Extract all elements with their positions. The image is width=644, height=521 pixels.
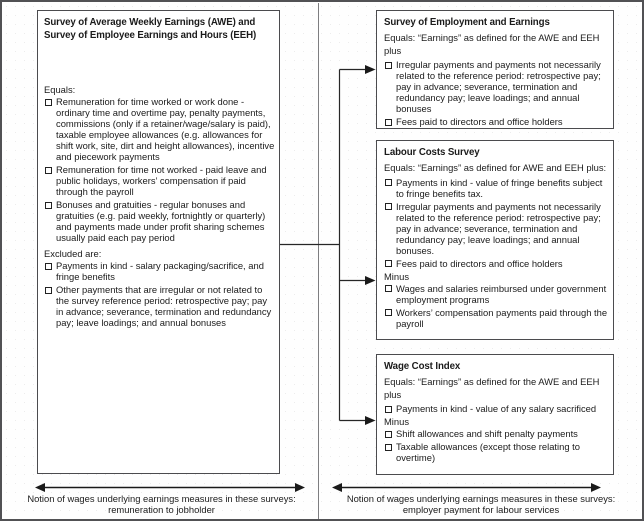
labour-box-title: Labour Costs Survey	[384, 147, 480, 158]
minus-label: Minus	[384, 270, 410, 282]
list-item-text: Irregular payments and payments not necessarily related to the reference period: retrospective pay; pay in advance; severance, termination and redundancy pay; leave loadings; and annual bonuses.	[396, 200, 601, 256]
awe-eeh-title-line2: Survey of Employee Earnings and Hours (EEH)	[44, 30, 257, 41]
list-item	[384, 258, 608, 269]
list-item	[44, 164, 275, 197]
left-arrow-east-icon	[295, 483, 305, 492]
employment-box-title: Survey of Employment and Earnings	[384, 17, 550, 28]
caption-right-line1: Notion of wages underlying earnings measures in these surveys:	[346, 493, 616, 504]
wage-box-intro: Equals: “Earnings” as defined for the AWE and EEH plus	[384, 376, 600, 400]
labour-costs-survey-box	[376, 140, 614, 340]
list-item	[384, 201, 608, 256]
square-bullet-icon	[385, 431, 392, 438]
square-bullet-icon	[385, 285, 392, 292]
list-item-text: Shift allowances and shift penalty payments	[396, 428, 578, 439]
list-item	[384, 428, 608, 439]
list-item-text: Fees paid to directors and office holders	[396, 257, 563, 269]
list-item-text: Payments in kind - salary packaging/sacrifice, and fringe benefits	[56, 260, 264, 282]
wage-cost-index-box	[376, 354, 614, 475]
list-item-text: Taxable allowances (except those relating to overtime)	[396, 441, 580, 463]
list-item	[384, 116, 608, 127]
arrowhead-icons	[365, 65, 376, 425]
square-bullet-icon	[385, 203, 392, 210]
list-item	[384, 307, 608, 329]
list-item-text: Irregular payments and payments not necessarily related to the reference period: retrospective pay; pay in advance; severance, termination and redundancy pay; leave loadings; and annual bonuses	[396, 59, 601, 114]
square-bullet-icon	[45, 167, 52, 174]
left-arrow-west-icon	[35, 483, 45, 492]
list-item	[44, 199, 275, 243]
list-item-text: Wages and salaries reimbursed under government employment programs	[396, 282, 607, 305]
square-bullet-icon	[385, 406, 392, 413]
caption-right	[320, 494, 642, 516]
square-bullet-icon	[385, 119, 392, 126]
square-bullet-icon	[45, 99, 52, 106]
list-item	[384, 283, 608, 305]
square-bullet-icon	[45, 263, 52, 270]
labour-box-intro: Equals: “Earnings” as defined for AWE and EEH plus:	[384, 162, 607, 173]
right-arrow-east-icon	[591, 483, 601, 492]
square-bullet-icon	[385, 260, 392, 267]
awe-eeh-box-title	[44, 16, 275, 42]
square-bullet-icon	[385, 309, 392, 316]
list-item-text: Other payments that are irregular or not related to the survey reference period: retrospective pay; pay in advance; severance, termination and redundancy pay; leave loadings; and annual bonuses	[56, 284, 272, 328]
caption-left	[6, 494, 317, 516]
wage-box-title: Wage Cost Index	[384, 361, 461, 372]
list-item	[44, 284, 275, 328]
list-item-text: Workers’ compensation payments paid through the payroll	[396, 306, 608, 329]
awe-eeh-title-line1: Survey of Average Weekly Earnings (AWE) and	[44, 17, 256, 28]
arrowhead-top-icon	[365, 65, 376, 74]
list-item	[384, 59, 608, 114]
square-bullet-icon	[385, 179, 392, 186]
equals-label: Equals:	[44, 84, 76, 95]
arrowhead-middle-icon	[365, 276, 376, 285]
list-item-text: Payments in kind - value of fringe benefits subject to fringe benefits tax.	[396, 176, 603, 199]
list-item-text: Fees paid to directors and office holders	[396, 116, 563, 127]
square-bullet-icon	[385, 444, 392, 451]
employment-box-intro: Equals: “Earnings” as defined for the AWE and EEH plus	[384, 32, 600, 56]
list-item	[44, 260, 275, 282]
list-item-text: Remuneration for time worked or work done - ordinary time and overtime pay, penalty payments, commissions (only if a retainer/wage/salary is paid), taxable employee allowances (e.g. allowances for shift work, site, dirt and height allowances), incentive and piecework payments	[56, 96, 275, 162]
right-arrow-west-icon	[332, 483, 342, 492]
list-item	[384, 441, 608, 463]
list-item-text: Remuneration for time not worked - paid leave and public holidays, workers’ compensation if paid through the payroll	[56, 164, 267, 197]
connector-tree-lines	[279, 70, 367, 421]
employment-earnings-survey-box	[376, 10, 614, 129]
square-bullet-icon	[45, 202, 52, 209]
caption-left-line1: Notion of wages underlying earnings measures in these surveys:	[27, 493, 296, 504]
caption-left-line2: remuneration to jobholder	[108, 503, 215, 515]
awe-eeh-survey-box	[37, 10, 280, 474]
minus-label: Minus	[384, 416, 410, 427]
list-item	[384, 177, 608, 199]
caption-right-line2: employer payment for labour services	[402, 503, 560, 515]
list-item	[44, 96, 275, 162]
square-bullet-icon	[45, 287, 52, 294]
excluded-label: Excluded are:	[44, 248, 102, 259]
list-item-text: Payments in kind - value of any salary sacrificed	[396, 403, 597, 414]
arrowhead-bottom-icon	[365, 416, 376, 425]
list-item-text: Bonuses and gratuities - regular bonuses and gratuities (e.g. paid weekly, fortnightly or quarterly) and payments made under profit sharing schemes usually paid each pay period	[56, 199, 266, 243]
list-item	[384, 403, 608, 414]
square-bullet-icon	[385, 62, 392, 69]
